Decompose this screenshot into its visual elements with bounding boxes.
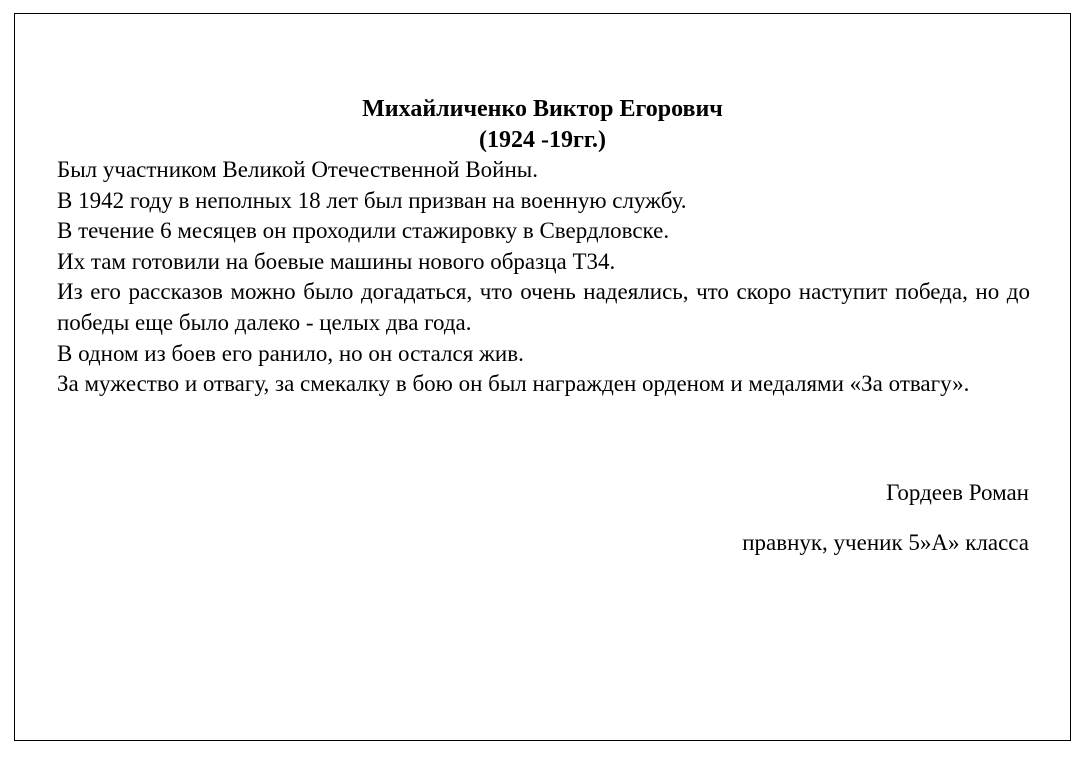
- paragraph-7: За мужество и отвагу, за смекалку в бою он был награжден орденом и медалями «За отвагу».: [57, 371, 970, 397]
- document-title: [0, 94, 1085, 156]
- paragraph-1: Был участником Великой Отечественной Войны.: [57, 157, 538, 182]
- document-body: [57, 155, 1030, 400]
- paragraph-5: Из его рассказов можно было догадаться, что очень надеялись, что скоро наступит победа, но до победы еще было далеко - целых два года.: [57, 279, 1030, 335]
- title-person-name: Михайличенко Виктор Егорович: [362, 96, 723, 122]
- paragraph-2: В 1942 году в неполных 18 лет был призван на военную службу.: [57, 187, 687, 213]
- signature-author: Гордеев Роман: [886, 480, 1029, 505]
- title-years: (1924 -19гг.): [478, 127, 607, 153]
- paragraph-6: В одном из боев его ранило, но он остался жив.: [57, 340, 524, 366]
- paragraph-3: В течение 6 месяцев он проходили стажировку в Свердловске.: [57, 218, 670, 244]
- signature-role: правнук, ученик 5»А» класса: [742, 530, 1029, 555]
- paragraph-4: Их там готовили на боевые машины нового образца Т34.: [57, 248, 616, 274]
